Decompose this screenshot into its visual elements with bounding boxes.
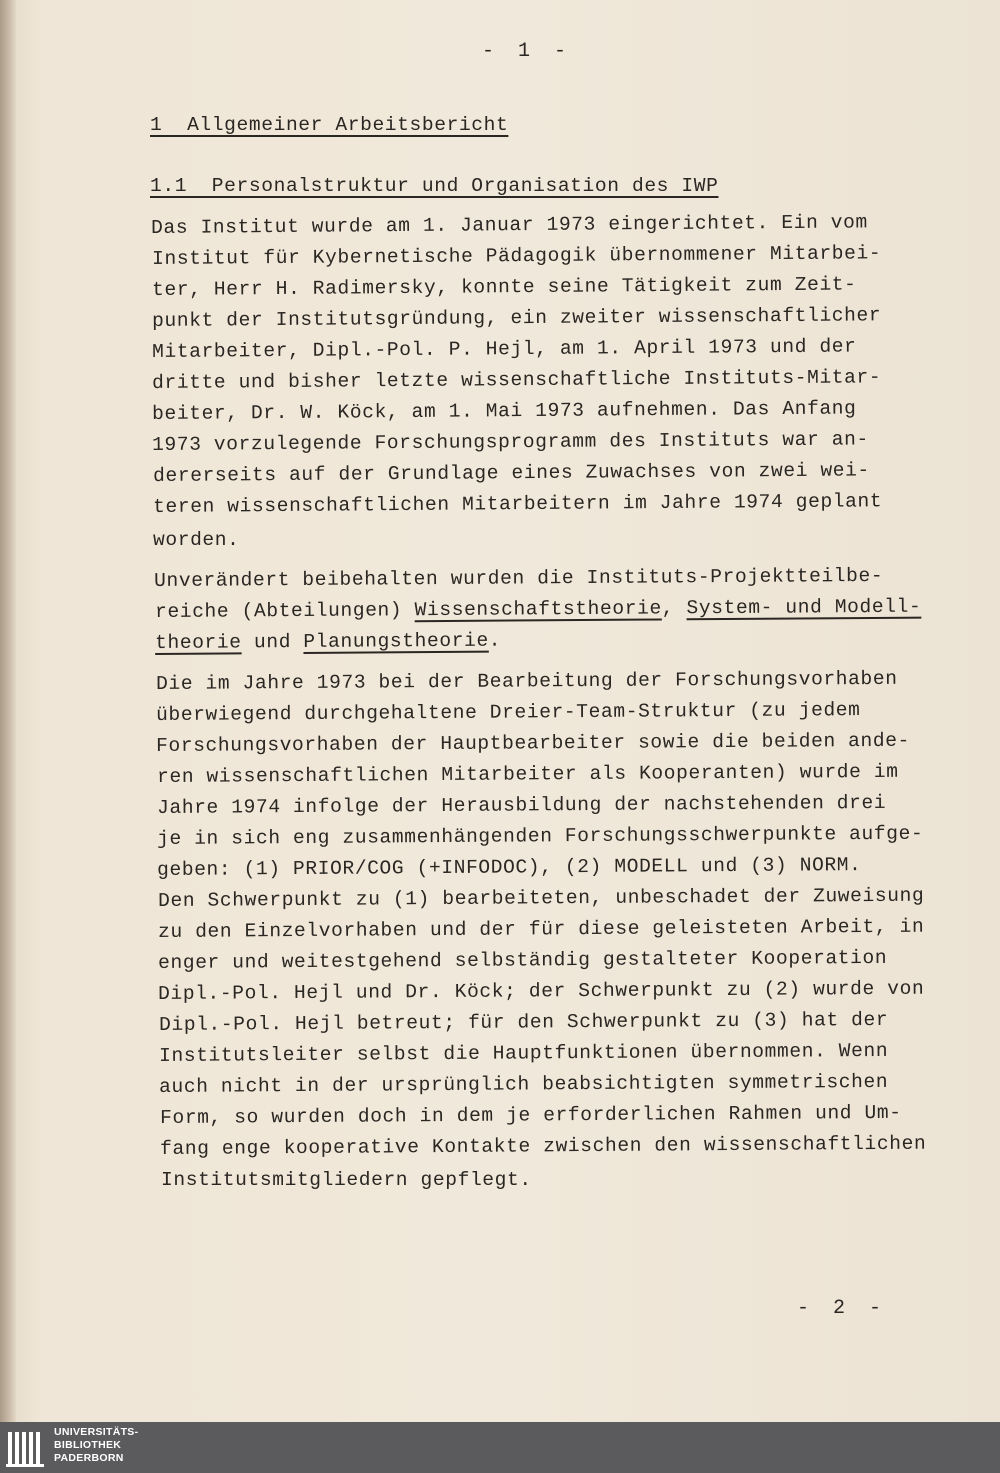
term-planungstheorie: Planungstheorie — [303, 629, 489, 653]
paragraph-line — [155, 595, 921, 624]
page-number-top: - 1 - — [482, 40, 573, 63]
paragraph-line: beiter, Dr. W. Köck, am 1. Mai 1973 aufnehmen. Das Anfang — [152, 397, 857, 425]
paragraph-line: enger und weitestgehend selbständig gestalteter Kooperation — [158, 946, 888, 974]
heading-section-1-1: 1.1 Personalstruktur und Organisation des IWP — [150, 175, 719, 197]
paragraph-line: fang enge kooperative Kontakte zwischen den wissenschaftlichen — [160, 1132, 927, 1160]
paragraph-line: auch nicht in der ursprünglich beabsichtigten symmetrischen — [159, 1070, 889, 1098]
paragraph-line: punkt der Institutsgründung, ein zweiter wissenschaftlicher — [152, 304, 882, 332]
paragraph-line: Forschungsvorhaben der Hauptbearbeiter sowie die beiden ande- — [156, 729, 911, 757]
paragraph-line: Dipl.-Pol. Hejl und Dr. Köck; der Schwerpunkt zu (2) wurde von — [158, 977, 925, 1005]
term-modelltheorie-cont: theorie — [155, 631, 242, 654]
paragraph-line — [155, 629, 501, 655]
logo-line: BIBLIOTHEK — [54, 1439, 122, 1451]
paragraph-line: dererseits auf der Grundlage eines Zuwachses von zwei wei- — [153, 459, 870, 487]
book-spine-shadow — [0, 0, 16, 1422]
paragraph-line: Mitarbeiter, Dipl.-Pol. P. Hejl, am 1. April 1973 und der — [152, 335, 857, 363]
paragraph-line: je in sich eng zusammenhängenden Forschungsschwerpunkte aufge- — [157, 822, 924, 850]
paragraph-line: überwiegend durchgehaltene Dreier-Team-Struktur (zu jedem — [156, 699, 861, 726]
paragraph-line: Unverändert beibehalten wurden die Instituts-Projektteilbe- — [154, 564, 884, 592]
logo-line: PADERBORN — [54, 1452, 124, 1464]
paragraph-line: Jahre 1974 infolge der Herausbildung der nachstehenden drei — [157, 791, 887, 819]
term-system-und-modelltheorie: System- und Modell- — [686, 595, 922, 620]
page-number-bottom: - 2 - — [797, 1297, 888, 1320]
paragraph-line: ter, Herr H. Radimersky, konnte seine Tätigkeit zum Zeit- — [152, 273, 857, 301]
plain-text: reiche (Abteilungen) — [155, 599, 415, 623]
footer-logo-text — [54, 1426, 138, 1465]
paragraph-line: worden. — [153, 529, 240, 551]
paragraph-line: ren wissenschaftlichen Mitarbeiter als Kooperanten) wurde im — [157, 760, 899, 788]
plain-text: . — [488, 629, 502, 652]
paragraph-line: Form, so wurden doch in dem je erforderlichen Rahmen und Um- — [160, 1101, 902, 1129]
university-library-logo-icon — [6, 1428, 46, 1468]
heading-section-1: 1 Allgemeiner Arbeitsbericht — [150, 114, 509, 136]
paragraph-line: Den Schwerpunkt zu (1) bearbeiteten, unbeschadet der Zuweisung — [158, 884, 925, 912]
paragraph-line: zu den Einzelvorhaben und der für diese geleisteten Arbeit, in — [158, 915, 925, 943]
paragraph-line: Das Institut wurde am 1. Januar 1973 eingerichtet. Ein vom — [151, 211, 868, 239]
term-wissenschaftstheorie: Wissenschaftstheorie — [414, 597, 662, 622]
paragraph-line: 1973 vorzulegende Forschungsprogramm des Instituts war an- — [152, 428, 869, 456]
paragraph-line: geben: (1) PRIOR/COG (+INFODOC), (2) MODELL und (3) NORM. — [157, 854, 862, 881]
logo-line: UNIVERSITÄTS- — [54, 1426, 139, 1438]
library-footer-bar — [0, 1422, 1000, 1473]
plain-text: , — [661, 597, 687, 620]
paragraph-line: teren wissenschaftlichen Mitarbeitern im Jahre 1974 geplant — [153, 490, 883, 518]
paragraph-line: dritte und bisher letzte wissenschaftliche Instituts-Mitar- — [152, 366, 882, 394]
paragraph-line: Dipl.-Pol. Hejl betreut; für den Schwerpunkt zu (3) hat der — [159, 1008, 889, 1036]
plain-text: und — [241, 630, 304, 654]
paragraph-line: Institut für Kybernetische Pädagogik übernommener Mitarbei- — [152, 242, 882, 270]
paragraph-line: Die im Jahre 1973 bei der Bearbeitung der Forschungsvorhaben — [156, 667, 898, 695]
paragraph-line: Institutsmitgliedern gepflegt. — [161, 1169, 532, 1191]
paragraph-line: Institutsleiter selbst die Hauptfunktionen übernommen. Wenn — [159, 1039, 889, 1067]
